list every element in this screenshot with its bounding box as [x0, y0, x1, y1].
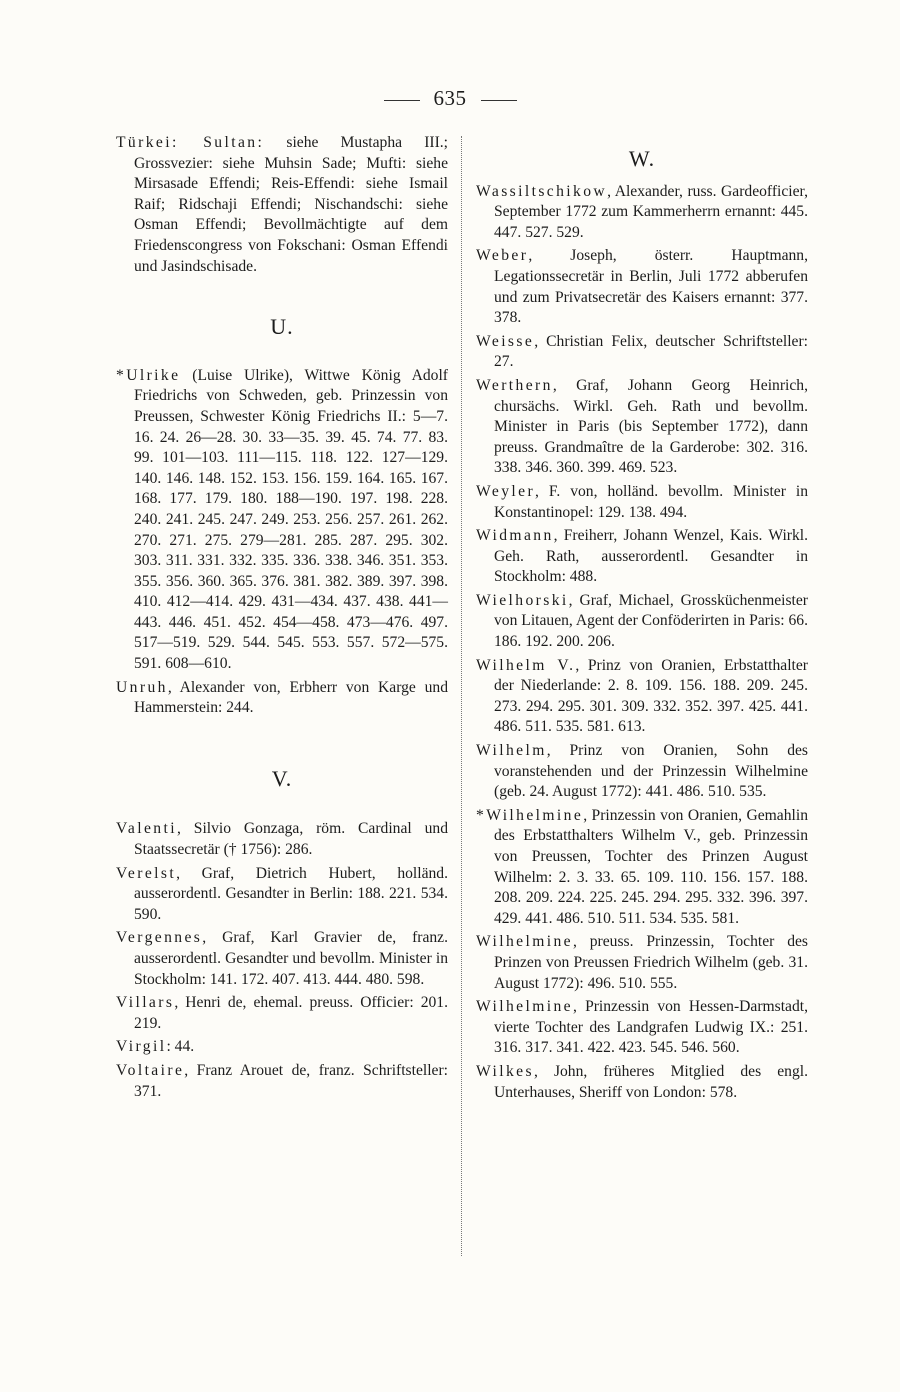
entry-headword: Verelst — [116, 864, 177, 882]
index-entry — [476, 591, 808, 653]
left-column — [116, 133, 448, 1105]
entry-text: , Graf, Johann Georg Heinrich, chursächs. Wirkl. Geh. Rath und bevollm. Minister in Paris (bis September 1772), dann preuss. Grandmaître de la Garderobe: 302. 316. 338. 346. 360. 399. 469. 523. — [494, 376, 808, 477]
entry-text: , Henri de, ehemal. preuss. Officier: 201. 219. — [134, 994, 448, 1032]
entry-text: , Graf, Karl Gravier de, franz. ausserordentl. Gesandter und bevollm. Minister in Stockholm: 141. 172. 407. 413. 444. 480. 598. — [134, 929, 448, 988]
entry-text: , Freiherr, Johann Wenzel, Kais. Wirkl. Geh. Rath, ausserordentl. Gesandter in Stockholm: 488. — [494, 527, 808, 586]
page-header — [0, 86, 900, 111]
index-entry — [476, 376, 808, 479]
index-entry — [116, 678, 448, 719]
header-dash-left — [384, 100, 420, 101]
index-entry — [476, 656, 808, 738]
entry-text: , preuss. Prinzessin, Tochter des Prinzen von Preussen Friedrich Wilhelm (geb. 31. August 1772): 496. 510. 555. — [494, 933, 808, 992]
entry-headword: Wassiltschikow — [476, 182, 608, 200]
index-entry — [476, 526, 808, 588]
entry-headword: *Ulrike — [116, 366, 181, 384]
column-divider — [461, 136, 462, 1256]
index-entry — [116, 928, 448, 990]
entry-text: , Silvio Gonzaga, röm. Cardinal und Staatssecretär († 1756): 286. — [134, 820, 448, 859]
index-entry — [476, 741, 808, 803]
entry-text: , Prinzessin von Hessen-Darmstadt, vierte Tochter des Landgrafen Ludwig IX.: 251. 316. 317. 341. 422. 423. 545. 546. 560. — [494, 998, 808, 1057]
entry-text: (Luise Ulrike), Wittwe König Adolf Friedrichs von Schweden, geb. Prinzessin von Preussen, Schwester König Friedrichs II.: 5—7. 16. 24. 26—28. 30. 33—35. 39. 45. 74. 77. 83. 99. 101—103. 111—115. 118. 122. 127—129. 140. 146. 148. 152. 153. 156. 159. 164. 165. 167. 168. 177. 179. 180. 188—190. 197. 198. 228. 240. 241. 245. 247. 249. 253. 256. 257. 261. 262. 270. 271. 275. 279—281. 285. 287. 295. 302. 303. 311. 331. 332. 335. 336. 338. 346. 351. 353. 355. 356. 360. 365. 376. 381. 382. 389. 397. 398. 410. 412—414. 429. 431—434. 437. 438. 441—443. 446. 451. 452. 454—458. 473—476. 497. 517—519. 529. 544. 545. 553. 557. 572—575. 591. 608—610. — [134, 366, 448, 673]
entry-headword: Villars — [116, 994, 175, 1012]
entry-text: , Christian Felix, deutscher Schriftsteller: 27. — [494, 332, 808, 371]
index-entry — [476, 332, 808, 373]
header-dash-right — [481, 100, 517, 101]
entry-text: , Franz Arouet de, franz. Schriftsteller: 371. — [134, 1061, 448, 1100]
section-heading-w: W. — [628, 146, 656, 171]
entry-headword: Wilkes — [476, 1062, 534, 1080]
entry-headword: Valenti — [116, 820, 177, 838]
entry-headword: Werthern — [476, 376, 553, 394]
index-entry — [116, 1061, 448, 1102]
entry-headword: Unruh — [116, 678, 168, 696]
entry-headword: Wilhelm V. — [476, 656, 576, 674]
entry-text: , Prinzessin von Oranien, Gemahlin des Erbstatthalters Wilhelm V., geb. Prinzessin von Preussen, Tochter des Prinzen August Wilhelm: 2. 3. 33. 65. 109. 110. 156. 157. 188. 208. 209. 224. 225. 245. 294. 295. 332. 396. 397. 429. 441. 486. 510. 511. 534. 535. 581. — [494, 806, 808, 927]
entry-headword: Voltaire — [116, 1061, 185, 1079]
entry-text: , Alexander, russ. Gardeofficier, September 1772 zum Kammerherrn ernannt: 445. 447. 527. 529. — [494, 182, 808, 241]
entry-text: , Joseph, österr. Hauptmann, Legationssecretär in Berlin, Juli 1772 abberufen und zum Privatsecretär des Kaisers ernannt: 377. 378. — [494, 247, 808, 327]
entry-headword: Wielhorski — [476, 591, 569, 609]
right-column — [476, 133, 808, 1106]
index-entry — [116, 1037, 448, 1058]
section-heading-v: V. — [271, 765, 293, 791]
entry-headword: Wilhelm — [476, 742, 547, 760]
entry-text: , Prinz von Oranien, Erbstatthalter der Niederlande: 2. 8. 109. 156. 188. 209. 245. 273. 294. 295. 301. 309. 332. 352. 397. 425. 441. 486. 511. 535. 581. 613. — [494, 656, 808, 736]
index-entry — [476, 997, 808, 1059]
index-entry — [116, 993, 448, 1034]
entry-headword: *Wilhelmine — [476, 806, 584, 824]
index-entry — [476, 932, 808, 994]
entry-text: : 44. — [166, 1038, 195, 1056]
entry-headword: Virgil — [116, 1038, 167, 1056]
entry-text: , Prinz von Oranien, Sohn des voranstehenden und der Prinzessin Wilhelmine (geb. 24. August 1772): 441. 486. 510. 535. — [494, 742, 808, 801]
entry-text: , Alexander von, Erbherr von Karge und Hammerstein: 244. — [134, 678, 448, 717]
entry-headword: Wilhelmine — [476, 933, 573, 951]
page-number: 635 — [433, 86, 467, 110]
entry-headword: Widmann — [476, 527, 554, 545]
section-heading-u: U. — [270, 314, 294, 340]
entry-text: siehe Mustapha III.; Grossvezier: siehe Muhsin Sade; Mufti: siehe Mirsasade Effendi; Reis-Effendi: siehe Ismail Raif; Ridschaji Effendi; Nischandschi: siehe Osman Effendi; Bevollmächtigte auf dem Friedenscongress von Fokschani: Osman Effendi und Jasindschisade. — [134, 134, 449, 275]
entry-text: , Graf, Dietrich Hubert, holländ. ausserordentl. Gesandter in Berlin: 188. 221. 534. 590. — [134, 864, 448, 923]
index-entry — [476, 1062, 808, 1103]
entry-text: , John, früheres Mitglied des engl. Unterhauses, Sheriff von London: 578. — [494, 1062, 808, 1101]
index-entry — [116, 133, 448, 277]
entry-text: , F. von, holländ. bevollm. Minister in Konstantinopel: 129. 138. 494. — [494, 482, 808, 521]
entry-headword: Weisse — [476, 332, 535, 350]
entry-headword: Wilhelmine — [476, 998, 573, 1016]
index-entry — [116, 864, 448, 926]
index-entry — [476, 182, 808, 244]
index-entry — [476, 246, 808, 328]
entry-text: , Graf, Michael, Grossküchenmeister von Litauen, Agent der Conföderirten in Paris: 66. 186. 192. 200. 206. — [494, 591, 808, 651]
entry-headword: Weber — [476, 247, 529, 265]
index-entry — [116, 366, 448, 675]
index-entry — [476, 806, 808, 930]
index-entry — [116, 819, 448, 860]
entry-headword: Vergennes — [116, 929, 203, 947]
entry-headword: Weyler — [476, 482, 536, 500]
index-entry — [476, 482, 808, 523]
entry-headword: Türkei: Sultan: — [116, 134, 265, 151]
